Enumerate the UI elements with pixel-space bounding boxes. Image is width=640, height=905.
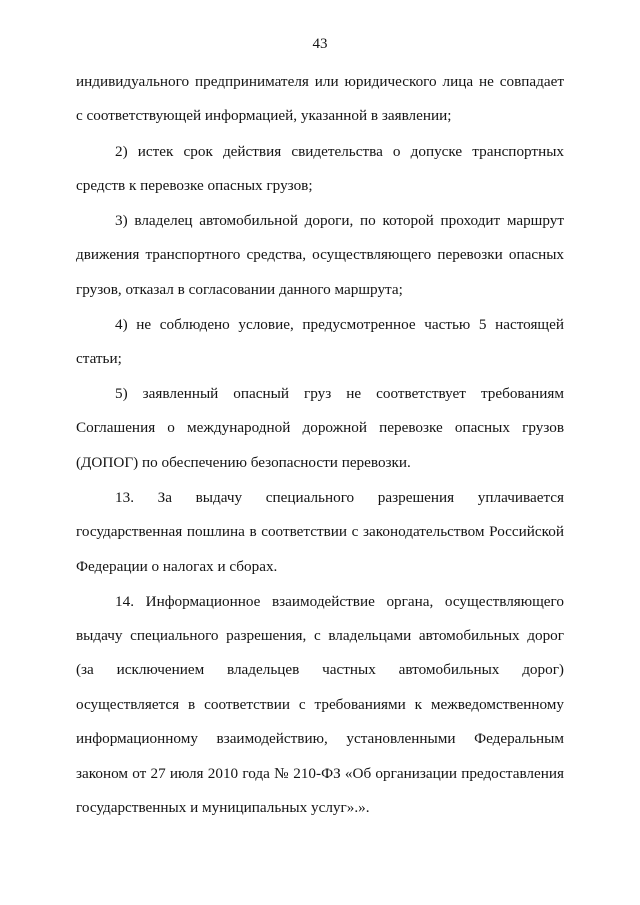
text-line: статьи;: [76, 350, 122, 367]
text-line: 13. За выдачу специального разрешения уплачивается: [115, 489, 564, 506]
text-line: движения транспортного средства, осуществляющего перевозки опасных: [76, 246, 564, 263]
text-line: 4) не соблюдено условие, предусмотренное частью 5 настоящей: [115, 316, 564, 333]
text-line: государственных и муниципальных услуг».».: [76, 799, 370, 816]
text-line: 2) истек срок действия свидетельства о допуске транспортных: [115, 143, 564, 160]
text-line: государственная пошлина в соответствии с законодательством Российской: [76, 523, 564, 540]
text-line: законом от 27 июля 2010 года № 210-ФЗ «Об организации предоставления: [76, 765, 564, 782]
text-line: информационному взаимодействию, установленными Федеральным: [76, 730, 564, 747]
text-line: 3) владелец автомобильной дороги, по которой проходит маршрут: [115, 212, 564, 229]
text-line: индивидуального предпринимателя или юридического лица не совпадает: [76, 73, 564, 90]
text-line: Федерации о налогах и сборах.: [76, 558, 278, 575]
text-line: осуществляется в соответствии с требованиями к межведомственному: [76, 696, 564, 713]
text-line: (ДОПОГ) по обеспечению безопасности перевозки.: [76, 454, 411, 471]
text-line: Соглашения о международной дорожной перевозке опасных грузов: [76, 419, 564, 436]
text-line: 14. Информационное взаимодействие органа, осуществляющего: [115, 593, 564, 610]
text-line: 5) заявленный опасный груз не соответствует требованиям: [115, 385, 564, 402]
page-number: 43: [312, 36, 328, 52]
text-line: выдачу специального разрешения, с владельцами автомобильных дорог: [76, 627, 564, 644]
text-line: грузов, отказал в согласовании данного маршрута;: [76, 281, 403, 298]
text-line: средств к перевозке опасных грузов;: [76, 177, 313, 194]
text-line: (за исключением владельцев частных автомобильных дорог): [76, 661, 564, 678]
text-line: с соответствующей информацией, указанной в заявлении;: [76, 107, 452, 124]
